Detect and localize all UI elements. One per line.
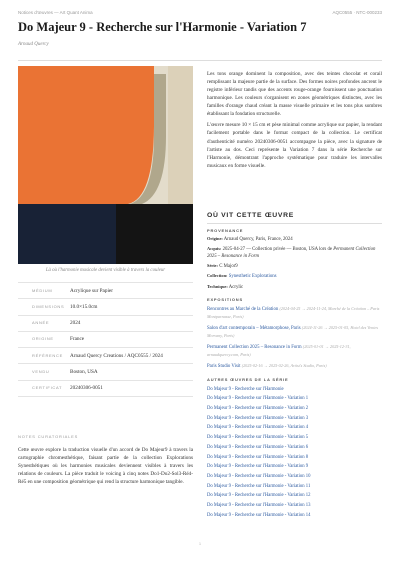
spec-row xyxy=(18,331,193,347)
provenance-label: PROVENANCE xyxy=(207,228,244,233)
black-block xyxy=(116,204,193,264)
header-divider xyxy=(18,60,382,61)
acquired-event: Permanent Collection 2025 – Resonance in Form xyxy=(207,247,376,260)
spec-key: ANNÉE xyxy=(18,315,70,331)
other-works-list xyxy=(207,385,382,521)
tan-edge xyxy=(168,66,193,204)
exhibition-link[interactable]: Rencontres au Marché de la Création xyxy=(207,307,279,313)
page-title: Do Majeur 9 - Recherche sur l'Harmonie - Variation 7 xyxy=(18,20,307,34)
other-work-link[interactable]: Do Majeur 9 - Recherche sur l'Harmonie - Variation 1 xyxy=(207,396,309,402)
exhibition-link[interactable]: Paris Studio Visit xyxy=(207,363,241,369)
description-paragraph: L'œuvre mesure 10 × 15 cm et pèse minimal comme acrylique sur papier, la rendant facilement portable dans le format compact de la collection. Le certificat d'authenticité numéro 20240306-0051 accompagne la pièce, avec la signature de l'artiste au dos. Ceci représente la Variation 7 dans la série Recherche sur l'Harmonie, démontrant l'approche systématique pour traduire les intervalles musicaux en forme visuelle. xyxy=(207,122,382,169)
other-work-link[interactable]: Do Majeur 9 - Recherche sur l'Harmonie - Variation 10 xyxy=(207,473,311,479)
other-work-link[interactable]: Do Majeur 9 - Recherche sur l'Harmonie - Variation 13 xyxy=(207,502,311,508)
where-divider xyxy=(207,223,382,224)
spec-value: Arnaud Quercy Creations / AQC0555 / 2024 xyxy=(70,348,193,364)
provenance-series xyxy=(207,263,382,271)
provenance-acquired xyxy=(207,246,382,261)
technique-value: Acrylic xyxy=(228,284,244,290)
exhibition-link[interactable]: Salon d'art contemporain – Métamorphose, Paris xyxy=(207,326,301,332)
exhibition-item xyxy=(207,325,382,341)
specs-table xyxy=(18,282,193,397)
other-work-link[interactable]: Do Majeur 9 - Recherche sur l'Harmonie - Variation 14 xyxy=(207,512,311,518)
exhibition-item xyxy=(207,306,382,322)
exhibition-item xyxy=(207,363,382,371)
other-work-link[interactable]: Do Majeur 9 - Recherche sur l'Harmonie - Variation 5 xyxy=(207,435,309,441)
where-heading: OÙ VIT CETTE ŒUVRE xyxy=(207,212,294,219)
where-section xyxy=(207,228,382,520)
spec-key: DIMENSIONS xyxy=(18,299,70,315)
exhibition-item xyxy=(207,344,382,360)
spec-value: 2024 xyxy=(70,315,193,331)
other-work-link[interactable]: Do Majeur 9 - Recherche sur l'Harmonie xyxy=(207,386,284,392)
series-value: C Major9 xyxy=(219,264,238,270)
spec-row xyxy=(18,348,193,364)
other-work-link[interactable]: Do Majeur 9 - Recherche sur l'Harmonie - Variation 8 xyxy=(207,454,309,460)
spec-value: 10.0×15.0cm xyxy=(70,299,193,315)
collection-link[interactable]: Synesthetic Explorations xyxy=(228,274,277,280)
spec-row xyxy=(18,364,193,380)
notes-heading: NOTES CURATORIALES xyxy=(18,434,79,439)
navy-block xyxy=(18,204,116,264)
spec-key: ORIGINE xyxy=(18,331,70,347)
other-work-link[interactable]: Do Majeur 9 - Recherche sur l'Harmonie - Variation 9 xyxy=(207,464,309,470)
artist-name: Arnaud Quercy xyxy=(18,42,49,47)
spec-value: 20240306-0051 xyxy=(70,380,193,396)
series-key: Série: xyxy=(207,263,218,269)
spec-row xyxy=(18,380,193,396)
curatorial-notes: Cette œuvre explore la traduction visuelle d'un accord de Do Majeur9 à travers la cartographie chromesthétique, faisant partie de la collection Explorations Synesthétiques où les harmonies musicales deviennent visibles à travers les relations de couleurs. La pièce traduit le voicing à cinq notes Do1-Do2-Sol3-Ré4-Ré5 en une composition géométrique qui rend la structure harmonique tangible. xyxy=(18,447,193,486)
origin-value: Arnaud Quercy, Paris, France, 2024 xyxy=(223,236,293,242)
exhibition-meta: (2025-01-01 → 2025-12-31, arnaudquercy.com, Paris) xyxy=(207,344,351,358)
acquired-key: Acquis: xyxy=(207,246,222,252)
artwork-description xyxy=(207,70,382,170)
other-work-link[interactable]: Do Majeur 9 - Recherche sur l'Harmonie - Variation 2 xyxy=(207,406,309,412)
other-work-link[interactable]: Do Majeur 9 - Recherche sur l'Harmonie - Variation 11 xyxy=(207,483,311,489)
exhibition-meta: (2024-11-26 → 2025-01-05, Hotel des Ventes Morvany, Paris) xyxy=(207,325,379,339)
spec-row xyxy=(18,283,193,299)
other-work-link[interactable]: Do Majeur 9 - Recherche sur l'Harmonie - Variation 3 xyxy=(207,415,309,421)
spec-value: France xyxy=(70,331,193,347)
description-paragraph: Les tons orange dominent la composition, avec des teintes chocolat et corail remplissant la majeure partie de la surface. Des formes noires profondes ancrent le registre inférieur tandis que des accents rouge-orange fournissent une ponctuation harmonique. Les couleurs s'organisent en zones géométriques distinctes, avec les familles d'orange chaud créant la masse visuelle primaire et les tons plus sombres établissant la fondation structurelle. xyxy=(207,71,382,118)
artwork-painting xyxy=(18,66,193,264)
artwork-caption: Là où l'harmonie musicale devient visible à travers la couleur xyxy=(45,268,166,273)
artwork-image xyxy=(18,66,193,264)
technique-key: Technique: xyxy=(207,283,228,289)
provenance-collection xyxy=(207,273,382,281)
spec-value: Acrylique sur Papier xyxy=(70,283,193,299)
reference-code: AQC0555 · NTC-000233 xyxy=(332,10,382,15)
page-number: 1 xyxy=(198,541,202,546)
spec-value: Boston, USA xyxy=(70,364,193,380)
exhibition-meta: (2024-04-25 → 2024-11-24, Marché de la Création – Paris Montparnasse, Paris) xyxy=(207,306,380,320)
spec-key: CERTIFICAT xyxy=(18,380,70,396)
spec-key: VENDU xyxy=(18,364,70,380)
acquired-value: 2025-04-27 — Collection privée — Boston, USA lors de xyxy=(222,247,332,253)
orange-field xyxy=(18,66,154,204)
collection-key: Collection: xyxy=(207,273,228,279)
exhibitions-label: EXPOSITIONS xyxy=(207,297,243,303)
exhibition-meta: (2025-02-16 → 2025-02-26, Artist's Studio, Paris) xyxy=(241,362,327,368)
spec-row xyxy=(18,315,193,331)
other-works-label: AUTRES ŒUVRES DE LA SÉRIE xyxy=(207,376,289,382)
top-bar xyxy=(18,10,382,15)
exhibition-link[interactable]: Permanent Collection 2025 – Resonance in Form xyxy=(207,345,302,351)
provenance-origin xyxy=(207,236,382,244)
origin-key: Origine: xyxy=(207,235,223,241)
breadcrumb: Notices d'œuvres — Art Quant Anima xyxy=(18,10,93,15)
spec-row xyxy=(18,299,193,315)
other-work-link[interactable]: Do Majeur 9 - Recherche sur l'Harmonie - Variation 4 xyxy=(207,425,309,431)
provenance-technique xyxy=(207,284,382,292)
other-work-link[interactable]: Do Majeur 9 - Recherche sur l'Harmonie - Variation 12 xyxy=(207,493,311,499)
other-work-link[interactable]: Do Majeur 9 - Recherche sur l'Harmonie - Variation 6 xyxy=(207,444,309,450)
spec-key: MÉDIUM xyxy=(18,283,70,299)
spec-key: RÉFÉRENCE xyxy=(18,348,70,364)
